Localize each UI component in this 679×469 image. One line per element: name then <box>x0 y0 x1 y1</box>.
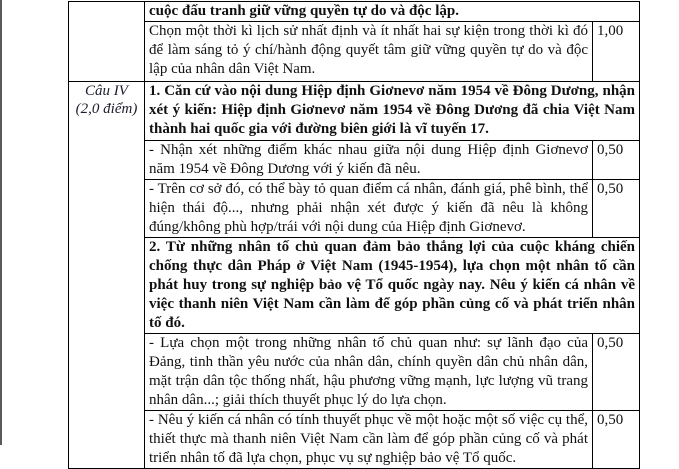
table-row <box>69 141 640 180</box>
question-label-cell <box>69 82 145 469</box>
criterion-score: 0,50 <box>593 180 640 238</box>
part-2-heading: 2. Từ những nhân tố chủ quan đảm bảo thắng lợi của cuộc kháng chiến chống thực dân Pháp ở Việt Nam (1945-1954), lựa chọn một nhân tố cần phát huy trong sự nghiệp bảo vệ Tổ quốc ngày nay. Nêu ý kiến cá nhân về việc thanh niên Việt Nam cần làm để góp phần củng cố và phát triển nhân tố đó. <box>145 238 640 334</box>
previous-question-heading-continuation: cuộc đấu tranh giữ vững quyền tự do và độc lập. <box>145 2 640 22</box>
table-row <box>69 334 640 411</box>
criterion-score: 0,50 <box>593 411 640 469</box>
page-edge-divider <box>0 0 2 445</box>
question-points: (2,0 điểm) <box>75 101 138 117</box>
criterion-text: - Nhận xét những điểm khác nhau giữa nội dung Hiệp định Giơnevơ năm 1954 về Đông Dương với ý kiến đã nêu. <box>145 141 593 180</box>
table-row <box>69 238 640 334</box>
criterion-score: 0,50 <box>593 334 640 411</box>
previous-question-cell <box>69 2 145 82</box>
criterion-score: 1,00 <box>593 22 640 82</box>
table-row <box>69 411 640 469</box>
table-row <box>69 180 640 238</box>
criterion-text: - Trên cơ sở đó, có thể bày tỏ quan điểm cá nhân, đánh giá, phê bình, thể hiện thái độ..., nhưng phải nhận xét được ý kiến đã nêu là không đúng/không phù hợp/trái với nội dung của Hiệp định Giơnevơ. <box>145 180 593 238</box>
part-1-heading: 1. Căn cứ vào nội dung Hiệp định Giơnevơ năm 1954 về Đông Dương, nhận xét ý kiến: Hiệp định Giơnevơ năm 1954 về Đông Dương đã chia Việt Nam thành hai quốc gia với đường biên giới là vĩ tuyến 17. <box>145 82 640 141</box>
criterion-score: 0,50 <box>593 141 640 180</box>
criterion-text: Chọn một thời kì lịch sử nhất định và ít nhất hai sự kiện trong thời kì đó để làm sáng tỏ ý chí/hành động quyết tâm giữ vững quyền tự do và độc lập của nhân dân Việt Nam. <box>145 22 593 82</box>
table-row <box>69 22 640 82</box>
criterion-text: - Lựa chọn một trong những nhân tố chủ quan như: sự lãnh đạo của Đảng, tinh thần yêu nước của nhân dân, chính quyền dân chủ nhân dân, mặt trận dân tộc thống nhất, hậu phương vững mạnh, lực lượng vũ trang nhân dân...; giải thích thuyết phục lý do lựa chọn. <box>145 334 593 411</box>
criterion-text: - Nêu ý kiến cá nhân có tính thuyết phục về một hoặc một số việc cụ thể, thiết thực mà thanh niên Việt Nam cần làm để góp phần củng cố và phát triển nhân tố đã lựa chọn, phục vụ sự nghiệp bảo vệ Tổ quốc. <box>145 411 593 469</box>
table-row <box>69 82 640 141</box>
question-label: Câu IV <box>85 83 128 99</box>
table-row <box>69 2 640 22</box>
answer-key-table <box>68 1 640 469</box>
